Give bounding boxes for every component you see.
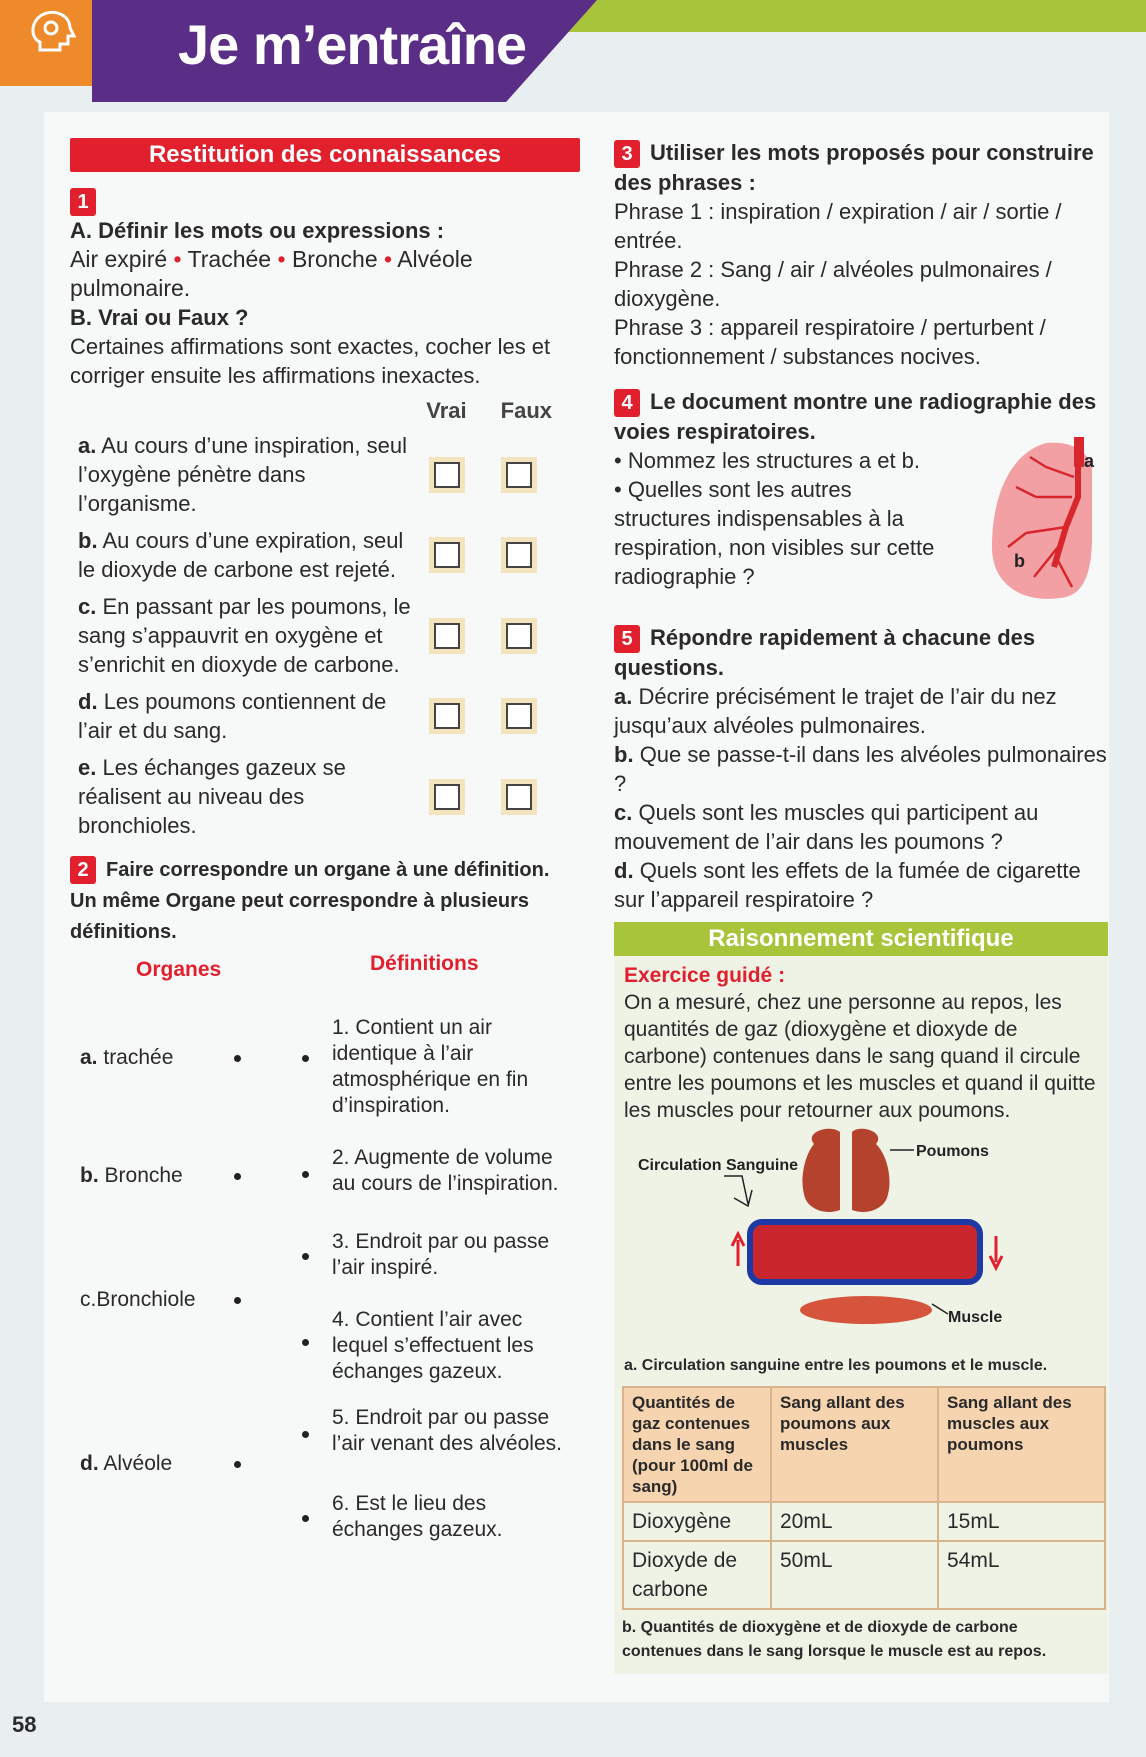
organ-dot[interactable] (234, 1173, 241, 1180)
ex1-b-instruction: Certaines affirmations sont exactes, cocher les et corriger ensuite les affirmations inexactes. (70, 334, 551, 388)
definition-item (332, 1405, 562, 1457)
question-text: Quels sont les muscles qui participent au mouvement de l’air dans les poumons ? (614, 800, 1039, 854)
ex5-title: Répondre rapidement à chacune des questions. (614, 625, 1036, 680)
diagram-caption: a. Circulation sanguine entre les poumons et le muscle. (624, 1357, 1048, 1374)
table-row (623, 1541, 1105, 1609)
col-false: Faux (500, 398, 552, 423)
definition-item (332, 1145, 562, 1197)
right-lung (852, 1129, 890, 1212)
left-lung (802, 1129, 840, 1212)
statement-letter: a. (78, 433, 97, 458)
definition-dot[interactable] (302, 1171, 309, 1178)
label-lungs: Poumons (916, 1143, 989, 1160)
page-number: 58 (12, 1712, 37, 1737)
statement-row (70, 431, 580, 518)
definition-number: 6. (332, 1492, 350, 1515)
true-false-header (70, 396, 580, 425)
exercise-3 (614, 138, 1108, 371)
ex5-question (614, 682, 1108, 740)
phrase: Phrase 1 : inspiration / expiration / air / sortie / entrée. (614, 199, 1062, 253)
table-header-row (623, 1387, 1105, 1502)
table-cell: 50mL (771, 1541, 938, 1609)
exercise-number: 1 (70, 188, 96, 216)
table-cell: 54mL (938, 1541, 1105, 1609)
organ-letter: a. (80, 1046, 98, 1069)
down-arrow-icon (990, 1236, 1002, 1268)
statement-row (70, 753, 580, 840)
organ-item (80, 1287, 196, 1313)
matching-area (70, 952, 580, 1557)
organ-dot[interactable] (234, 1297, 241, 1304)
term: Air expiré (70, 246, 168, 272)
blood-loop (750, 1222, 980, 1282)
exercise-number: 2 (70, 856, 96, 884)
organ-letter: b. (80, 1164, 99, 1187)
true-checkbox[interactable] (434, 703, 460, 729)
page-title: Je m’entraîne (178, 13, 527, 76)
table-row (623, 1502, 1105, 1541)
question-text: Décrire précisément le trajet de l’air du nez jusqu’aux alvéoles pulmonaires. (614, 684, 1057, 738)
table-cell: Dioxyde de carbone (623, 1541, 771, 1609)
definitions-heading: Définitions (370, 952, 479, 975)
definition-item (332, 1307, 562, 1385)
statement-letter: d. (78, 689, 98, 714)
phrase: Phrase 2 : Sang / air / alvéoles pulmonaires / dioxygène. (614, 257, 1052, 311)
table-header: Quantités de gaz contenues dans le sang (pour 100ml de sang) (623, 1387, 771, 1502)
true-checkbox[interactable] (434, 784, 460, 810)
section-title-knowledge: Restitution des connaissances (70, 138, 580, 172)
organ-dot[interactable] (234, 1461, 241, 1468)
reasoning-intro: On a mesuré, chez une personne au repos, les quantités de gaz (dioxygène et dioxyde de carbone) contenues dans le sang quand il circule entre les poumons et les muscles et quand il quitte les muscles pour retourner aux poumons. (624, 991, 1096, 1122)
table-cell: 20mL (771, 1502, 938, 1541)
exercise-number: 5 (614, 625, 640, 653)
statement-letter: e. (78, 755, 97, 780)
organ-name: Bronchiole (96, 1288, 196, 1311)
table-cell: Dioxygène (623, 1502, 771, 1541)
organ-item (80, 1045, 173, 1071)
definition-item (332, 1229, 562, 1281)
question-text: Que se passe-t-il dans les alvéoles pulmonaires ? (614, 742, 1107, 796)
statement-letter: b. (78, 528, 98, 553)
true-checkbox[interactable] (434, 542, 460, 568)
definition-item (332, 1015, 562, 1119)
question-letter: a. (614, 684, 633, 709)
gas-table (622, 1386, 1106, 1610)
question-letter: c. (614, 800, 633, 825)
false-checkbox[interactable] (506, 462, 532, 488)
ex3-title: Utiliser les mots proposés pour construire des phrases : (614, 140, 1094, 195)
false-checkbox[interactable] (506, 784, 532, 810)
definition-text: Contient un air identique à l’air atmosphérique en fin d’inspiration. (332, 1016, 529, 1117)
organ-letter: c. (80, 1288, 97, 1311)
section-title-reasoning: Raisonnement scientifique (614, 922, 1108, 956)
organs-heading: Organes (136, 958, 222, 981)
organ-letter: d. (80, 1452, 99, 1475)
statement-row (70, 592, 580, 679)
ex4-title: Le document montre une radiographie des voies respiratoires. (614, 389, 1097, 444)
definition-text: Contient l’air avec lequel s’effectuent les échanges gazeux. (332, 1308, 534, 1383)
statement-row (70, 687, 580, 745)
guided-label: Exercice guidé : (624, 964, 786, 987)
definition-text: Augmente de volume au cours de l’inspiration. (332, 1146, 559, 1195)
reasoning-section (614, 922, 1108, 1674)
ex5-question (614, 798, 1108, 856)
ex1-a-title: A. Définir les mots ou expressions : (70, 218, 445, 243)
phrase: Phrase 3 : appareil respiratoire / perturbent / fonctionnement / substances nocives. (614, 315, 1046, 369)
ex4-question: • Nommez les structures a et b. (614, 448, 921, 473)
organ-name: Bronche (104, 1164, 183, 1187)
question-text: Quels sont les effets de la fumée de cigarette sur l’appareil respiratoire ? (614, 858, 1081, 912)
definition-text: Endroit par ou passe l’air inspiré. (332, 1230, 550, 1279)
organ-name: Alvéole (103, 1452, 173, 1475)
table-header: Sang allant des muscles aux poumons (938, 1387, 1105, 1502)
label-a: a (1084, 451, 1095, 471)
false-checkbox[interactable] (506, 703, 532, 729)
statement-text: Les poumons contiennent de l’air et du sang. (78, 689, 387, 743)
organ-name: trachée (103, 1046, 174, 1069)
organ-item (80, 1451, 172, 1477)
ex1-terms: Air expiré • Trachée • Bronche • Alvéole pulmonaire. (70, 246, 473, 301)
statement-text: Les échanges gazeux se réalisent au niveau des bronchioles. (78, 755, 346, 838)
true-checkbox[interactable] (434, 623, 460, 649)
definition-dot[interactable] (302, 1339, 309, 1346)
definition-item (332, 1491, 562, 1543)
lung-radiograph (986, 437, 1098, 607)
organ-dot[interactable] (234, 1055, 241, 1062)
table-caption: b. Quantités de dioxygène et de dioxyde de carbone contenues dans le sang lorsque le muscle est au repos. (622, 1619, 1047, 1660)
definition-number: 5. (332, 1406, 350, 1429)
label-circulation: Circulation Sanguine (638, 1157, 799, 1174)
definition-text: Endroit par ou passe l’air venant des alvéoles. (332, 1406, 562, 1455)
false-checkbox[interactable] (506, 623, 532, 649)
right-column (614, 138, 1108, 1674)
definition-dot[interactable] (302, 1253, 309, 1260)
table-header: Sang allant des poumons aux muscles (771, 1387, 938, 1502)
left-column (70, 138, 580, 1557)
head-gear-icon (22, 6, 84, 56)
definition-text: Est le lieu des échanges gazeux. (332, 1492, 503, 1541)
ex1-b-title: B. Vrai ou Faux ? (70, 305, 249, 330)
definition-dot[interactable] (302, 1055, 309, 1062)
exercise-5 (614, 623, 1108, 914)
definition-dot[interactable] (302, 1515, 309, 1522)
ex5-question (614, 740, 1108, 798)
term: Trachée (187, 246, 272, 272)
label-b: b (1014, 551, 1025, 571)
definition-number: 3. (332, 1230, 350, 1253)
question-letter: d. (614, 858, 634, 883)
statement-text: En passant par les poumons, le sang s’appauvrit en oxygène et s’enrichit en dioxyde de carbone. (78, 594, 411, 677)
definition-dot[interactable] (302, 1431, 309, 1438)
table-cell: 15mL (938, 1502, 1105, 1541)
statement-letter: c. (78, 594, 97, 619)
definition-number: 2. (332, 1146, 350, 1169)
exercise-number: 4 (614, 389, 640, 417)
col-true: Vrai (426, 398, 467, 423)
term: Alvéole pulmonaire. (70, 246, 473, 301)
definition-number: 4. (332, 1308, 350, 1331)
ex4-question: • Quelles sont les autres structures indispensables à la respiration, non visibles sur cette radiographie ? (614, 477, 935, 589)
definition-number: 1. (332, 1016, 350, 1039)
statement-text: Au cours d’une expiration, seul le dioxyde de carbone est rejeté. (78, 528, 404, 582)
muscle-shape (800, 1296, 932, 1324)
question-letter: b. (614, 742, 634, 767)
exercise-4 (614, 387, 1108, 617)
ex5-question (614, 856, 1108, 914)
term: Bronche (291, 246, 378, 272)
organ-item (80, 1163, 183, 1189)
exercise-number: 3 (614, 140, 640, 168)
circulation-diagram (614, 1124, 1108, 1344)
statement-text: Au cours d’une inspiration, seul l’oxygène pénètre dans l’organisme. (78, 433, 407, 516)
true-checkbox[interactable] (434, 462, 460, 488)
header-stripe (560, 0, 1146, 32)
false-checkbox[interactable] (506, 542, 532, 568)
up-arrow-icon (732, 1234, 744, 1266)
label-muscle: Muscle (948, 1309, 1003, 1326)
statement-row (70, 526, 580, 584)
ex2-title: Faire correspondre un organe à une définition. Un même Organe peut correspondre à plusieurs définitions. (70, 859, 550, 943)
